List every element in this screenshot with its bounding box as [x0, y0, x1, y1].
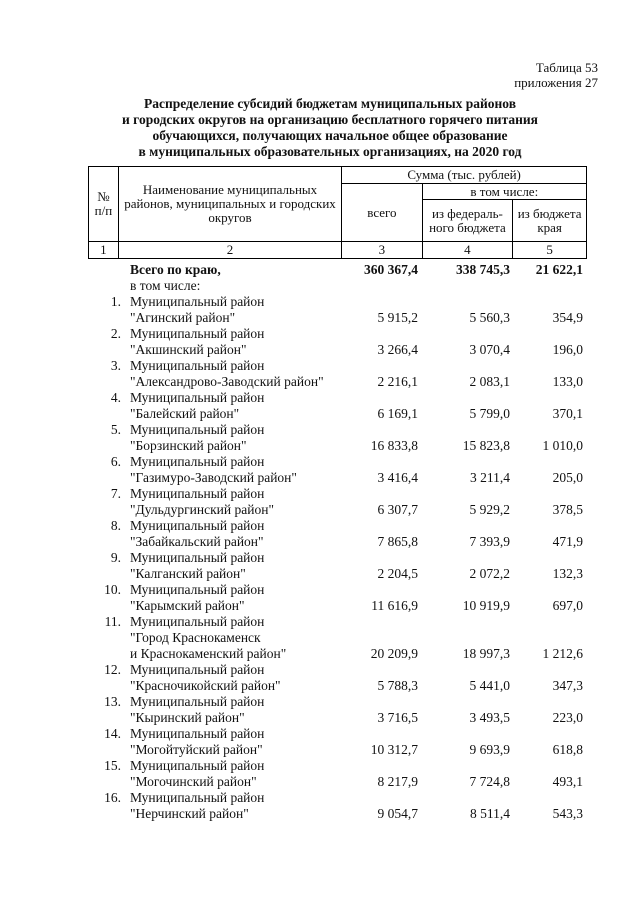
- total-row: [88, 262, 587, 278]
- table-row: [88, 726, 587, 742]
- row-name-line: "Красночикойский район": [130, 678, 281, 693]
- row-number: [88, 678, 127, 694]
- index-cell: 2: [118, 242, 341, 259]
- row-name-line: Муниципальный район: [130, 694, 265, 709]
- row-total: 2 204,5: [377, 566, 418, 581]
- table-row: [88, 694, 587, 710]
- table-row: [88, 742, 587, 758]
- row-federal: 18 997,3: [462, 646, 510, 661]
- row-name-line: Муниципальный район: [130, 358, 265, 373]
- row-total: 5 915,2: [377, 310, 418, 325]
- table-row: [88, 550, 587, 566]
- table-row: [88, 486, 587, 502]
- row-total: [342, 758, 422, 774]
- row-number: [88, 598, 127, 614]
- row-regional: [514, 662, 587, 678]
- table-row: [88, 630, 587, 646]
- row-number: 13.: [104, 694, 121, 709]
- row-total: 3 266,4: [377, 342, 418, 357]
- row-name-line: "Город Краснокаменск: [130, 630, 261, 645]
- row-regional: 354,9: [552, 310, 583, 325]
- row-name-line: Муниципальный район: [130, 454, 265, 469]
- row-regional: 223,0: [552, 710, 583, 725]
- title-line-4: в муниципальных образовательных организациях, на 2020 год: [138, 144, 522, 159]
- row-number: 5.: [110, 422, 121, 437]
- row-name-line: Муниципальный район: [130, 294, 265, 309]
- row-number: 7.: [110, 486, 121, 501]
- row-federal: 5 560,3: [469, 310, 510, 325]
- row-federal: 2 072,2: [469, 566, 510, 581]
- total-regional: 21 622,1: [535, 262, 583, 277]
- row-federal: [422, 630, 514, 646]
- row-total: 16 833,8: [370, 438, 418, 453]
- row-federal: 5 441,0: [469, 678, 510, 693]
- row-total: [342, 790, 422, 806]
- row-name-line: Муниципальный район: [130, 326, 265, 341]
- row-number: 6.: [110, 454, 121, 469]
- row-federal: [422, 614, 514, 630]
- row-number: [88, 310, 127, 326]
- row-total: 3 416,4: [377, 470, 418, 485]
- table-row: [88, 662, 587, 678]
- row-regional: 543,3: [552, 806, 583, 821]
- row-regional: [514, 486, 587, 502]
- row-name-line: Муниципальный район: [130, 790, 265, 805]
- row-federal: [422, 518, 514, 534]
- row-name-line: "Могойтуйский район": [130, 742, 263, 757]
- row-total: [342, 358, 422, 374]
- table-row: [88, 294, 587, 310]
- row-number: [88, 406, 127, 422]
- row-federal: 5 929,2: [469, 502, 510, 517]
- row-number: [88, 630, 127, 646]
- row-number: 9.: [110, 550, 121, 565]
- index-cell: 5: [513, 242, 587, 259]
- row-federal: [422, 550, 514, 566]
- row-number: 12.: [104, 662, 121, 677]
- row-regional: 618,8: [552, 742, 583, 757]
- table-row: [88, 678, 587, 694]
- row-name-line: Муниципальный район: [130, 614, 265, 629]
- table-row: [88, 502, 587, 518]
- row-federal: 5 799,0: [469, 406, 510, 421]
- row-total: [342, 630, 422, 646]
- row-name-line: "Акшинский район": [130, 342, 247, 357]
- row-number: [88, 342, 127, 358]
- row-name-line: Муниципальный район: [130, 518, 265, 533]
- table-row: [88, 358, 587, 374]
- row-number: [88, 774, 127, 790]
- row-number: 4.: [110, 390, 121, 405]
- table-row: [88, 374, 587, 390]
- row-total: 9 054,7: [377, 806, 418, 821]
- row-number: 16.: [104, 790, 121, 805]
- index-cell: 1: [89, 242, 119, 259]
- row-total: [342, 454, 422, 470]
- row-federal: 7 393,9: [469, 534, 510, 549]
- table-row: [88, 614, 587, 630]
- row-federal: 10 919,9: [462, 598, 510, 613]
- row-name-line: Муниципальный район: [130, 390, 265, 405]
- row-total: [342, 422, 422, 438]
- row-name-line: Муниципальный район: [130, 582, 265, 597]
- row-regional: [514, 630, 587, 646]
- row-number: 11.: [104, 614, 121, 629]
- row-federal: [422, 662, 514, 678]
- row-federal: [422, 390, 514, 406]
- row-name-line: "Карымский район": [130, 598, 245, 613]
- row-number: [88, 646, 127, 662]
- row-number: 15.: [104, 758, 121, 773]
- row-regional: [514, 790, 587, 806]
- row-number: 1.: [110, 294, 121, 309]
- total-federal: 338 745,3: [456, 262, 510, 277]
- table-row: [88, 598, 587, 614]
- row-federal: [422, 422, 514, 438]
- row-number: [88, 534, 127, 550]
- header-sum: Сумма (тыс. рублей): [342, 167, 587, 184]
- row-federal: 3 070,4: [469, 342, 510, 357]
- table-row: [88, 758, 587, 774]
- row-number: [88, 742, 127, 758]
- row-regional: 697,0: [552, 598, 583, 613]
- row-number: [88, 566, 127, 582]
- row-number: 8.: [110, 518, 121, 533]
- table-row: [88, 566, 587, 582]
- row-number: 3.: [110, 358, 121, 373]
- row-regional: 493,1: [552, 774, 583, 789]
- table-row: [88, 422, 587, 438]
- row-name-line: "Калганский район": [130, 566, 246, 581]
- row-number: 14.: [104, 726, 121, 741]
- index-cell: 4: [422, 242, 513, 259]
- row-regional: [514, 726, 587, 742]
- title-line-1: Распределение субсидий бюджетам муниципальных районов: [143, 96, 517, 111]
- row-federal: [422, 790, 514, 806]
- row-name-line: Муниципальный район: [130, 726, 265, 741]
- table-row: [88, 582, 587, 598]
- row-regional: [514, 694, 587, 710]
- table-row: [88, 326, 587, 342]
- row-total: [342, 294, 422, 310]
- table-row: [88, 342, 587, 358]
- row-regional: 1 010,0: [542, 438, 583, 453]
- row-federal: 2 083,1: [469, 374, 510, 389]
- row-total: [342, 662, 422, 678]
- document-title: [90, 96, 570, 160]
- row-total: 20 209,9: [370, 646, 418, 661]
- table-row: [88, 438, 587, 454]
- row-number: 10.: [104, 582, 121, 597]
- row-name-line: и Краснокаменский район": [130, 646, 287, 661]
- table-row: [88, 710, 587, 726]
- row-federal: [422, 694, 514, 710]
- row-federal: [422, 582, 514, 598]
- row-federal: [422, 326, 514, 342]
- row-regional: [514, 294, 587, 310]
- row-total: 10 312,7: [370, 742, 418, 757]
- row-regional: 133,0: [552, 374, 583, 389]
- row-total: [342, 486, 422, 502]
- title-line-2: и городских округов на организацию бесплатного горячего питания: [122, 112, 538, 127]
- row-regional: 196,0: [552, 342, 583, 357]
- row-federal: [422, 294, 514, 310]
- row-name-line: "Могочинский район": [130, 774, 257, 789]
- row-name-line: "Дульдургинский район": [130, 502, 274, 517]
- row-regional: 378,5: [552, 502, 583, 517]
- row-name-line: "Забайкальский район": [130, 534, 264, 549]
- row-federal: 7 724,8: [469, 774, 510, 789]
- row-name-line: Муниципальный район: [130, 662, 265, 677]
- row-total: 6 169,1: [377, 406, 418, 421]
- table-row: [88, 406, 587, 422]
- table-row: [88, 390, 587, 406]
- table-row: [88, 774, 587, 790]
- row-regional: 205,0: [552, 470, 583, 485]
- row-federal: [422, 758, 514, 774]
- table-row: [88, 518, 587, 534]
- header-including: в том числе:: [422, 184, 586, 200]
- row-regional: [514, 758, 587, 774]
- row-name-line: "Кыринский район": [130, 710, 245, 725]
- row-name-line: Муниципальный район: [130, 550, 265, 565]
- header-index-row: [89, 242, 587, 259]
- table-row: [88, 534, 587, 550]
- row-number: [88, 502, 127, 518]
- sub-label-row: [88, 278, 587, 294]
- row-federal: 8 511,4: [470, 806, 510, 821]
- row-regional: [514, 614, 587, 630]
- row-name-line: "Газимуро-Заводский район": [130, 470, 297, 485]
- row-federal: 3 211,4: [470, 470, 510, 485]
- index-cell: 3: [342, 242, 422, 259]
- table-row: [88, 454, 587, 470]
- row-name-line: Муниципальный район: [130, 486, 265, 501]
- row-total: 11 616,9: [371, 598, 418, 613]
- row-name-line: "Александрово-Заводский район": [130, 374, 324, 389]
- row-regional: [514, 422, 587, 438]
- row-name-line: "Балейский район": [130, 406, 240, 421]
- row-name-line: Муниципальный район: [130, 422, 265, 437]
- row-name-line: "Нерчинский район": [130, 806, 249, 821]
- row-total: 8 217,9: [377, 774, 418, 789]
- row-number: [88, 374, 127, 390]
- table-number: Таблица 53: [535, 60, 598, 75]
- row-total: [342, 614, 422, 630]
- row-total: 3 716,5: [377, 710, 418, 725]
- row-name-line: Муниципальный район: [130, 758, 265, 773]
- table-row: [88, 790, 587, 806]
- row-regional: [514, 582, 587, 598]
- row-regional: [514, 454, 587, 470]
- sub-label: в том числе:: [130, 278, 201, 293]
- row-name-line: "Борзинский район": [130, 438, 247, 453]
- row-regional: [514, 358, 587, 374]
- table-row: [88, 310, 587, 326]
- total-label: Всего по краю,: [130, 262, 221, 277]
- row-number: [88, 438, 127, 454]
- row-total: 5 788,3: [377, 678, 418, 693]
- title-line-3: обучающихся, получающих начальное общее образование: [152, 128, 508, 143]
- row-total: 7 865,8: [377, 534, 418, 549]
- row-total: [342, 326, 422, 342]
- row-name-line: "Агинский район": [130, 310, 236, 325]
- header-regional: из бюджета края: [513, 200, 587, 242]
- row-federal: 3 493,5: [469, 710, 510, 725]
- row-total: [342, 726, 422, 742]
- header-federal: из федераль-ного бюджета: [422, 200, 513, 242]
- row-regional: [514, 550, 587, 566]
- row-regional: 347,3: [552, 678, 583, 693]
- header-num: № п/п: [89, 167, 119, 242]
- row-regional: [514, 518, 587, 534]
- table-header: [88, 166, 587, 259]
- table-row: [88, 646, 587, 662]
- row-federal: [422, 358, 514, 374]
- row-total: [342, 694, 422, 710]
- row-total: [342, 582, 422, 598]
- row-number: [88, 470, 127, 486]
- row-federal: [422, 454, 514, 470]
- row-regional: [514, 326, 587, 342]
- header-name: Наименование муниципальных районов, муниципальных и городских округов: [118, 167, 341, 242]
- row-total: [342, 550, 422, 566]
- row-total: [342, 390, 422, 406]
- row-federal: 15 823,8: [462, 438, 510, 453]
- appendix-number: приложения 27: [514, 75, 598, 90]
- row-federal: 9 693,9: [469, 742, 510, 757]
- total-sum: 360 367,4: [364, 262, 418, 277]
- row-regional: 1 212,6: [542, 646, 583, 661]
- row-total: 6 307,7: [377, 502, 418, 517]
- row-total: 2 216,1: [377, 374, 418, 389]
- row-regional: [514, 390, 587, 406]
- row-regional: 370,1: [552, 406, 583, 421]
- row-number: 2.: [110, 326, 121, 341]
- row-federal: [422, 726, 514, 742]
- data-table: [88, 262, 587, 822]
- header-total: всего: [342, 184, 422, 242]
- table-row: [88, 806, 587, 822]
- row-number: [88, 806, 127, 822]
- row-regional: 471,9: [552, 534, 583, 549]
- table-row: [88, 470, 587, 486]
- row-federal: [422, 486, 514, 502]
- row-number: [88, 710, 127, 726]
- row-regional: 132,3: [552, 566, 583, 581]
- row-total: [342, 518, 422, 534]
- table-reference: [514, 60, 598, 90]
